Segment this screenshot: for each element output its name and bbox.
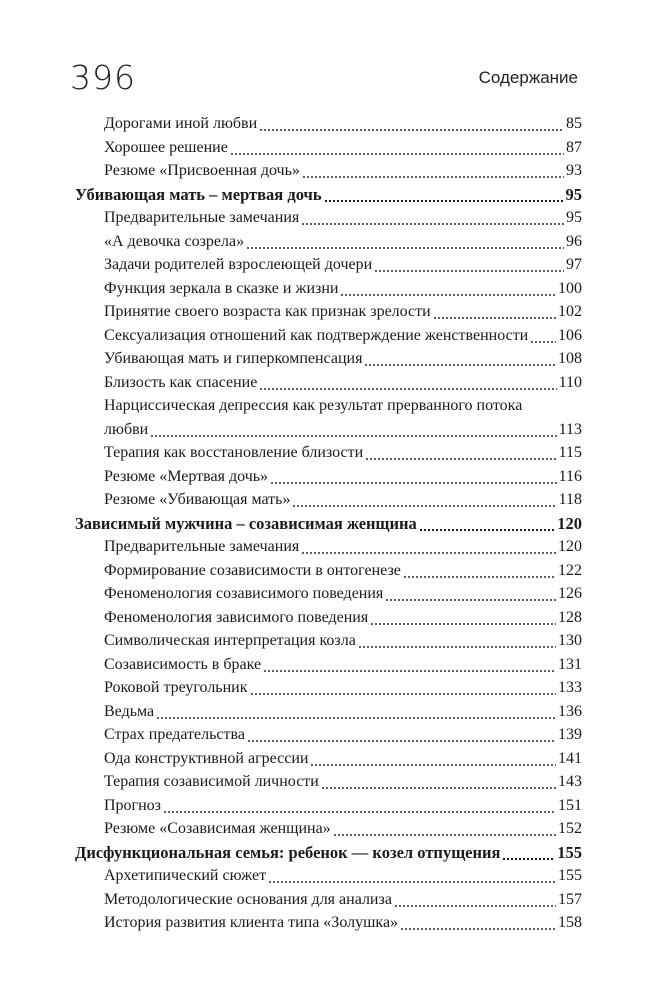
toc-entry-title: Терапия созависимой личности [104,773,319,790]
toc-page-number: 155 [558,867,582,884]
toc-page-number: 113 [558,420,582,438]
toc-page-number: 96 [566,232,582,250]
toc-entry-title: Близость как спасение [104,373,258,391]
toc-page-number: 118 [558,491,582,508]
page-number: 396 [70,58,136,97]
toc-page-number: 115 [558,444,582,461]
toc-entry[interactable] [75,441,582,465]
toc-page-number: 158 [558,914,582,931]
toc-entry[interactable] [75,864,582,888]
dot-leader [321,770,556,794]
toc-entry-title: Принятие своего возраста как признак зрелости [104,303,431,320]
toc-page-number: 133 [558,679,582,696]
toc-entry-title: Роковой треугольник [104,679,248,696]
toc-entry[interactable] [75,582,582,606]
toc-entry-title: Дорогами иной любви [104,115,258,132]
toc-entry[interactable] [75,794,582,818]
toc-entry-title: Феноменология зависимого поведения [104,608,369,626]
toc-page-number: 100 [558,279,582,297]
toc-page-number: 136 [558,702,582,720]
dot-leader [246,230,564,254]
dot-leader [364,347,556,371]
toc-page-number: 120 [558,538,582,555]
toc-entry-title: Методологические основания для анализа [104,890,392,908]
dot-leader [259,371,556,395]
dot-leader [301,206,564,230]
toc-page-number: 93 [566,162,582,179]
dot-leader [400,911,556,935]
table-of-contents [75,112,582,935]
dot-leader [230,136,564,160]
toc-entry[interactable] [75,488,582,512]
dot-leader [156,700,556,724]
toc-entry[interactable] [75,136,582,160]
dot-leader [259,112,564,136]
dot-leader [403,559,556,583]
toc-page-number: 157 [558,890,582,908]
toc-entry-title: Терапия как восстановление близости [104,444,364,461]
toc-entry-title: Предварительные замечания [104,209,300,226]
toc-page-number: 130 [558,632,582,649]
toc-entry[interactable] [75,159,582,183]
toc-entry[interactable] [75,112,582,136]
toc-entry-title: История развития клиента типа «Золушка» [104,914,399,931]
toc-page-number: 141 [558,749,582,767]
dot-leader [310,747,556,771]
toc-entry[interactable] [75,324,582,348]
toc-page-number: 143 [558,773,582,790]
toc-entry-title-continued: любви [104,420,149,438]
toc-entry-title: «А девочка созрела» [104,232,245,250]
toc-entry-title: Сексуализация отношений как подтверждение женственности [104,326,529,344]
dot-leader [301,535,556,559]
toc-entry[interactable] [75,465,582,489]
running-head: Содержание [478,68,578,87]
dot-leader [150,418,556,442]
toc-entry-title: Созависимость в браке [104,655,262,673]
toc-entry-title: Феноменология созависимого поведения [104,585,384,602]
page-header [70,58,578,98]
dot-leader [268,864,556,888]
dot-leader [340,277,556,301]
dot-leader [433,300,556,324]
toc-entry-title: Хорошее решение [104,138,228,156]
toc-entry[interactable] [75,676,582,700]
toc-entry-title: Резюме «Мертвая дочь» [104,467,269,485]
toc-entry-title: Функция зеркала в сказке и жизни [104,279,339,297]
dot-leader [385,582,556,606]
toc-page-number: 122 [558,561,582,579]
toc-page-number: 95 [565,184,582,204]
toc-entry-title: Убивающая мать и гиперкомпенсация [104,350,363,367]
toc-entry[interactable] [75,700,582,724]
toc-page-number: 106 [558,326,582,344]
toc-page-number: 108 [558,350,582,367]
toc-entry-title: Прогноз [104,796,161,814]
toc-page-number: 116 [558,467,582,485]
toc-entry-title: Символическая интерпретация козла [104,632,356,649]
toc-entry-title: Нарциссическая депрессия как результат прерванного потока [104,397,523,414]
toc-section[interactable] [75,841,582,865]
toc-entry[interactable] [75,347,582,371]
toc-page-number: 85 [566,115,582,132]
toc-entry-title: Задачи родителей взрослеющей дочери [104,256,373,273]
dot-leader [374,253,564,277]
toc-entry[interactable] [75,723,582,747]
toc-entry-title: Резюме «Убивающая мать» [104,491,291,508]
dot-leader [324,183,564,207]
toc-section-title: Убивающая мать – мертвая дочь [75,184,322,204]
toc-page-number: 131 [558,655,582,673]
toc-page-number: 139 [558,726,582,743]
toc-entry[interactable] [75,559,582,583]
toc-entry-title: Резюме «Присвоенная дочь» [104,162,300,179]
toc-page-number: 97 [566,256,582,273]
toc-section[interactable] [75,183,582,207]
toc-entry[interactable] [75,535,582,559]
toc-page-number: 151 [558,796,582,814]
dot-leader [370,606,556,630]
toc-entry[interactable] [75,418,582,442]
toc-section-title: Дисфункциональная семья: ребенок — козел отпущения [75,842,501,862]
toc-entry[interactable] [75,653,582,677]
toc-entry[interactable] [75,888,582,912]
toc-entry-title: Ода конструктивной агрессии [104,749,309,767]
dot-leader [163,794,556,818]
toc-entry[interactable] [75,371,582,395]
toc-page-number: 152 [558,820,582,837]
toc-page-number: 155 [557,842,582,862]
toc-entry-title: Ведьма [104,702,155,720]
toc-entry-title: Предварительные замечания [104,538,300,555]
dot-leader [263,653,556,677]
dot-leader [333,817,556,841]
toc-entry[interactable] [75,747,582,771]
dot-leader [502,841,555,865]
toc-page-number: 95 [566,209,582,226]
toc-entry[interactable] [75,629,582,653]
toc-page-number: 120 [557,513,582,533]
toc-entry[interactable] [75,911,582,935]
toc-entry-title: Резюме «Созависимая женщина» [104,820,331,837]
toc-entry[interactable] [75,606,582,630]
dot-leader [358,629,556,653]
dot-leader [419,512,555,536]
toc-entry[interactable] [75,817,582,841]
toc-entry-title: Формирование созависимости в онтогенезе [104,561,401,579]
toc-section-title: Зависимый мужчина – созависимая женщина [75,513,417,533]
toc-page-number: 128 [558,608,582,626]
dot-leader [270,465,557,489]
dot-leader [365,441,556,465]
toc-page-number: 126 [558,585,582,602]
toc-entry[interactable] [75,206,582,230]
toc-entry[interactable] [75,770,582,794]
dot-leader [250,676,557,700]
dot-leader [292,488,556,512]
toc-entry[interactable] [75,300,582,324]
toc-page-number: 110 [558,373,582,391]
dot-leader [302,159,564,183]
toc-entry[interactable] [75,277,582,301]
toc-entry-title: Архетипический сюжет [104,867,267,884]
toc-section[interactable] [75,512,582,536]
toc-entry[interactable] [75,253,582,277]
dot-leader [394,888,556,912]
toc-entry-title: Страх предательства [104,726,245,743]
toc-page-number: 87 [566,138,582,156]
dot-leader [530,324,556,348]
toc-entry-line [75,394,582,418]
dot-leader [247,723,556,747]
toc-entry[interactable] [75,230,582,254]
toc-page-number: 102 [558,303,582,320]
